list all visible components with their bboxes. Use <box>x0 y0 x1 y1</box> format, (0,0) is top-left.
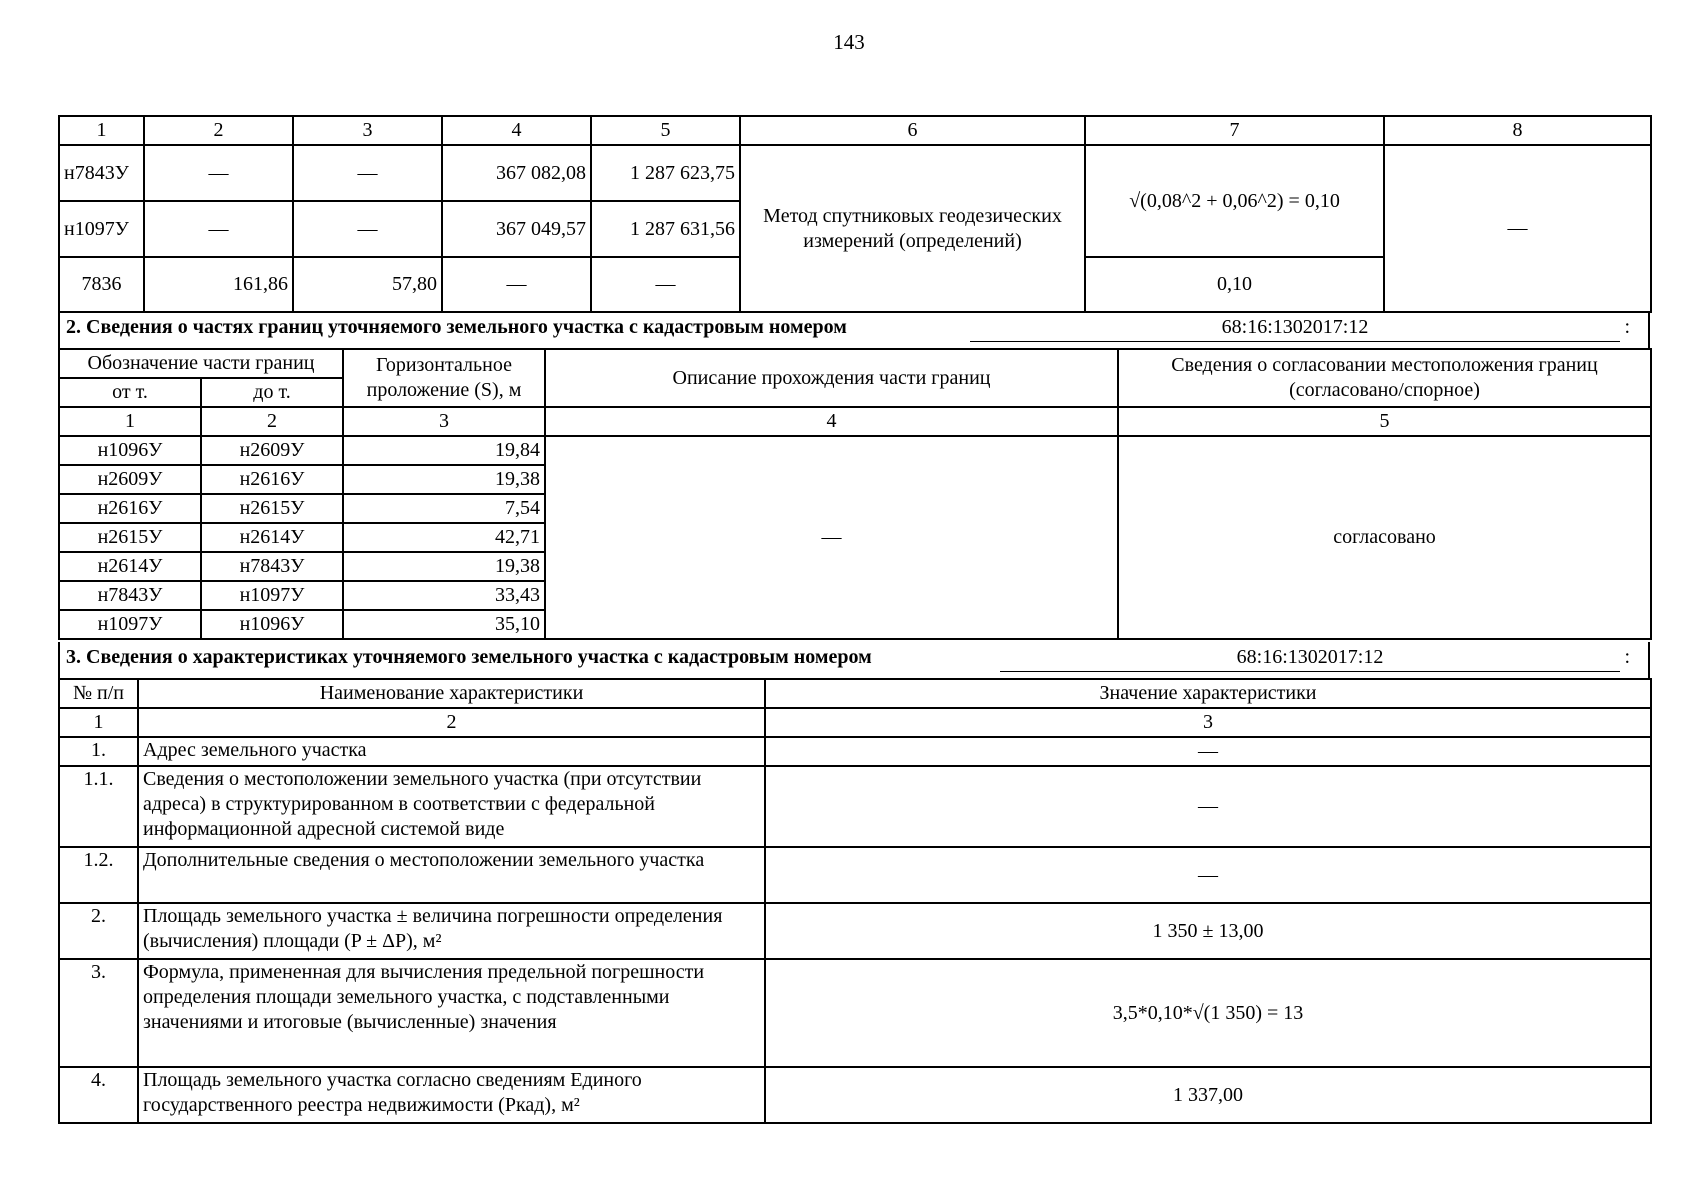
to-point: н2609У <box>201 436 343 465</box>
distance: 7,54 <box>343 494 545 523</box>
item-name: Площадь земельного участка согласно сведениям Единого государственного реестра недвижимости (Ркад), м² <box>138 1067 765 1123</box>
item-name: Формула, примененная для вычисления предельной погрешности определения площади земельного участка, с подставленными значениями и итоговые (вычисленные) значения <box>138 959 765 1067</box>
section-2-header <box>58 312 1650 348</box>
table-row <box>59 436 1651 465</box>
column-number: 5 <box>591 116 740 145</box>
column-number: 1 <box>59 407 201 436</box>
section-title: 3. Сведения о характеристиках уточняемого земельного участка с кадастровым номером <box>66 646 872 668</box>
item-name: Площадь земельного участка ± величина погрешности определения (вычисления) площади (P ± ΔP), м² <box>138 903 765 959</box>
cell: — <box>293 201 442 257</box>
distance: 19,84 <box>343 436 545 465</box>
coord-y: — <box>591 257 740 312</box>
cell: — <box>144 145 293 201</box>
accuracy-value: 0,10 <box>1085 257 1384 312</box>
cell: — <box>144 201 293 257</box>
column-number: 3 <box>293 116 442 145</box>
column-number: 2 <box>201 407 343 436</box>
colon: : <box>1624 646 1630 668</box>
accuracy-formula: √(0,08^2 + 0,06^2) = 0,10 <box>1085 145 1384 257</box>
point-name: 7836 <box>59 257 144 312</box>
page-number: 143 <box>833 30 865 54</box>
column-number: 7 <box>1085 116 1384 145</box>
column-number: 1 <box>59 116 144 145</box>
cell: 161,86 <box>144 257 293 312</box>
coord-y: 1 287 623,75 <box>591 145 740 201</box>
item-value: — <box>765 847 1651 903</box>
item-number: 1.1. <box>59 766 138 847</box>
item-number: 3. <box>59 959 138 1067</box>
item-value: 3,5*0,10*√(1 350) = 13 <box>765 959 1651 1067</box>
from-point: н2609У <box>59 465 201 494</box>
table-number-row <box>59 407 1651 436</box>
to-point: н2614У <box>201 523 343 552</box>
table-row <box>59 737 1651 766</box>
designation-header: Обозначение части границ <box>59 349 343 378</box>
cadastral-number: 68:16:1302017:12 <box>1000 646 1620 672</box>
colon: : <box>1624 316 1630 338</box>
value-header: Значение характеристики <box>765 679 1651 708</box>
cell: 57,80 <box>293 257 442 312</box>
item-value: 1 350 ± 13,00 <box>765 903 1651 959</box>
item-number: 2. <box>59 903 138 959</box>
from-point: н2616У <box>59 494 201 523</box>
column-number: 1 <box>59 708 138 737</box>
num-header: № п/п <box>59 679 138 708</box>
item-number: 4. <box>59 1067 138 1123</box>
column-number: 3 <box>343 407 545 436</box>
from-header: от т. <box>59 378 201 407</box>
item-value: — <box>765 766 1651 847</box>
column-number: 6 <box>740 116 1085 145</box>
table-row <box>59 847 1651 903</box>
table-row <box>59 1067 1651 1123</box>
distance: 19,38 <box>343 552 545 581</box>
distance: 33,43 <box>343 581 545 610</box>
item-value: — <box>765 737 1651 766</box>
description-header: Описание прохождения части границ <box>545 349 1118 407</box>
table-row <box>59 766 1651 847</box>
section-title: 2. Сведения о частях границ уточняемого земельного участка с кадастровым номером <box>66 316 847 338</box>
item-number: 1. <box>59 737 138 766</box>
coordinates-table <box>58 115 1652 313</box>
column-number: 2 <box>144 116 293 145</box>
cell: — <box>293 145 442 201</box>
from-point: н2615У <box>59 523 201 552</box>
item-name: Сведения о местоположении земельного участка (при отсутствии адреса) в структурированном в соответствии с федеральной информационной адресной системой виде <box>138 766 765 847</box>
boundary-parts-section <box>58 348 1650 640</box>
column-number: 2 <box>138 708 765 737</box>
table-number-row <box>59 708 1651 737</box>
from-point: н1097У <box>59 610 201 639</box>
column-number: 3 <box>765 708 1651 737</box>
column-number: 5 <box>1118 407 1651 436</box>
to-point: н1097У <box>201 581 343 610</box>
name-header: Наименование характеристики <box>138 679 765 708</box>
table-header-row <box>59 349 1651 378</box>
cadastral-number: 68:16:1302017:12 <box>970 316 1620 342</box>
item-name: Адрес земельного участка <box>138 737 765 766</box>
table-header-row <box>59 116 1651 145</box>
column-number: 8 <box>1384 116 1651 145</box>
horizontal-header: Горизонтальное проложение (S), м <box>343 349 545 407</box>
item-name: Дополнительные сведения о местоположении земельного участка <box>138 847 765 903</box>
table-row <box>59 145 1651 201</box>
coordinates-table-section <box>58 115 1650 313</box>
characteristics-table <box>58 678 1652 1124</box>
distance: 19,38 <box>343 465 545 494</box>
from-point: н2614У <box>59 552 201 581</box>
description-value: — <box>545 436 1118 639</box>
section-3-header <box>58 642 1650 678</box>
point-name: н1097У <box>59 201 144 257</box>
distance: 35,10 <box>343 610 545 639</box>
point-name: н7843У <box>59 145 144 201</box>
table-row <box>59 903 1651 959</box>
column-number: 4 <box>545 407 1118 436</box>
to-point: н7843У <box>201 552 343 581</box>
column-number: 4 <box>442 116 591 145</box>
agreement-value: согласовано <box>1118 436 1651 639</box>
table-header-row <box>59 679 1651 708</box>
to-point: н2615У <box>201 494 343 523</box>
distance: 42,71 <box>343 523 545 552</box>
table-row <box>59 959 1651 1067</box>
col8-cell: — <box>1384 145 1651 312</box>
item-value: 1 337,00 <box>765 1067 1651 1123</box>
from-point: н1096У <box>59 436 201 465</box>
to-header: до т. <box>201 378 343 407</box>
from-point: н7843У <box>59 581 201 610</box>
boundary-parts-table <box>58 348 1652 640</box>
coord-x: 367 049,57 <box>442 201 591 257</box>
to-point: н1096У <box>201 610 343 639</box>
method-cell: Метод спутниковых геодезических измерений (определений) <box>740 145 1085 312</box>
coord-x: 367 082,08 <box>442 145 591 201</box>
coord-y: 1 287 631,56 <box>591 201 740 257</box>
agreement-header: Сведения о согласовании местоположения границ (согласовано/спорное) <box>1118 349 1651 407</box>
item-number: 1.2. <box>59 847 138 903</box>
coord-x: — <box>442 257 591 312</box>
characteristics-section <box>58 678 1650 1124</box>
to-point: н2616У <box>201 465 343 494</box>
